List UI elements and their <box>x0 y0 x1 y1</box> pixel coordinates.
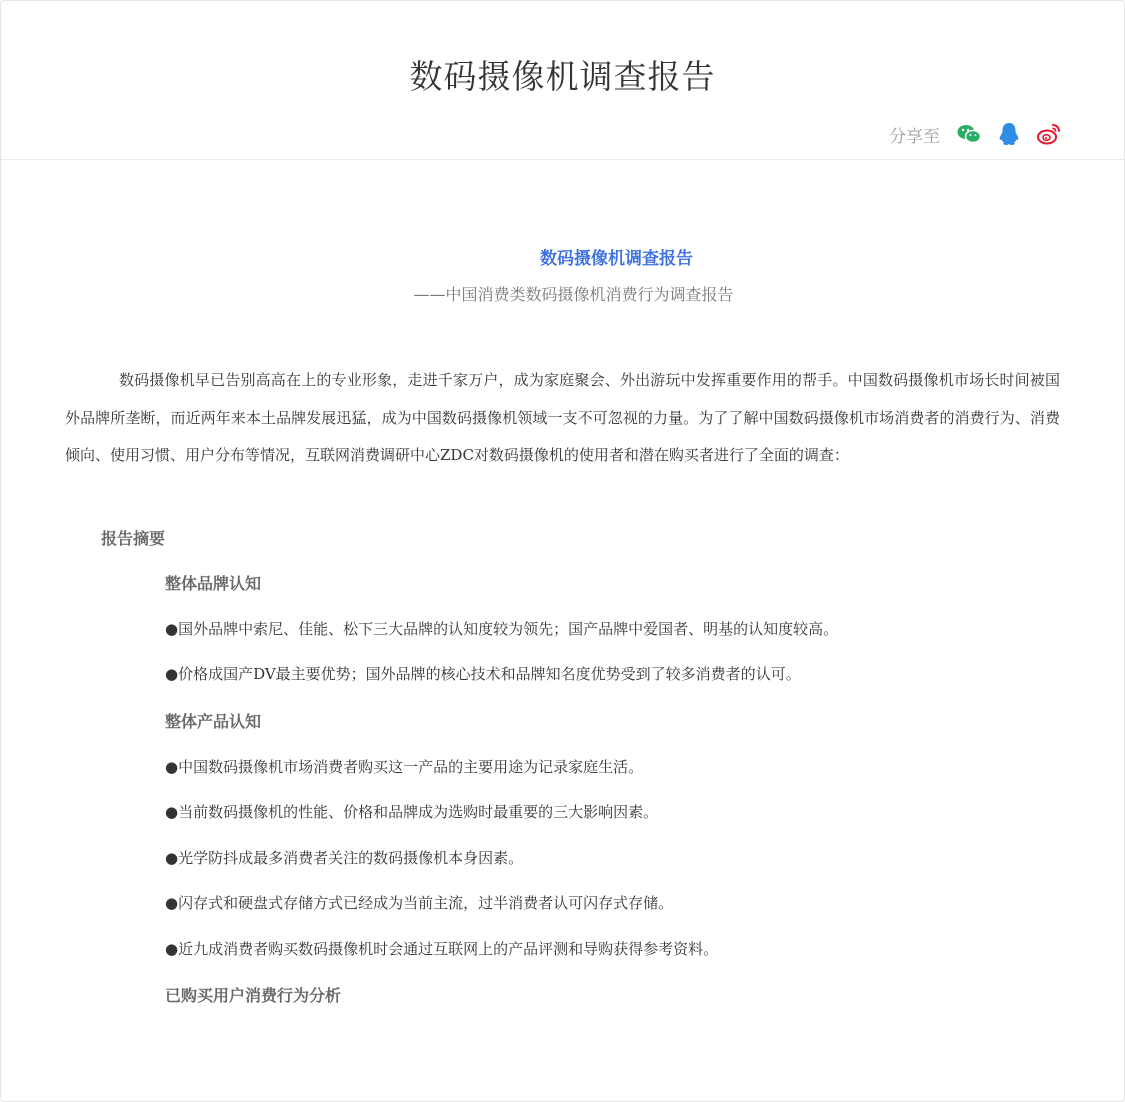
list-item: ●国外品牌中索尼、佳能、松下三大品牌的认知度较为领先；国产品牌中爱国者、明基的认知度较高。 <box>165 620 839 638</box>
weibo-icon[interactable] <box>1036 121 1062 147</box>
list-item: ●闪存式和硬盘式存储方式已经成为当前主流，过半消费者认可闪存式存储。 <box>165 894 674 912</box>
list-item: ●近九成消费者购买数码摄像机时会通过互联网上的产品评测和导购获得参考资料。 <box>165 940 719 958</box>
list-item: ●光学防抖成最多消费者关注的数码摄像机本身因素。 <box>165 849 524 867</box>
list-item: ●中国数码摄像机市场消费者购买这一产品的主要用途为记录家庭生活。 <box>165 758 644 776</box>
article-subtitle: ——中国消费类数码摄像机消费行为调查报告 <box>413 285 734 304</box>
qq-icon[interactable] <box>996 121 1022 147</box>
share-bar <box>889 121 1062 147</box>
page-header <box>1 1 1124 160</box>
list-item: ●价格成国产DV最主要优势；国外品牌的核心技术和品牌知名度优势受到了较多消费者的认可。 <box>165 665 801 683</box>
intro-paragraph: 数码摄像机早已告别高高在上的专业形象，走进千家万户，成为家庭聚会、外出游玩中发挥重要作用的帮手。中国数码摄像机市场长时间被国外品牌所垄断，而近两年来本土品牌发展迅猛，成为中国数码摄像机领域一支不可忽视的力量。为了了解中国数码摄像机市场消费者的消费行为、消费倾向、使用习惯、用户分布等情况，互联网消费调研中心ZDC对数码摄像机的使用者和潜在购买者进行了全面的调查： <box>65 371 1060 464</box>
share-label: 分享至 <box>889 126 940 147</box>
wechat-icon[interactable] <box>956 121 982 147</box>
summary-heading: 报告摘要 <box>101 529 166 548</box>
list-item: ●当前数码摄像机的性能、价格和品牌成为选购时最重要的三大影响因素。 <box>165 803 659 821</box>
behavior-heading: 已购买用户消费行为分析 <box>165 986 342 1005</box>
product-heading: 整体产品认知 <box>165 712 262 731</box>
article-title: 数码摄像机调查报告 <box>540 249 693 269</box>
brand-heading: 整体品牌认知 <box>165 574 262 593</box>
page-title: 数码摄像机调查报告 <box>409 57 716 96</box>
